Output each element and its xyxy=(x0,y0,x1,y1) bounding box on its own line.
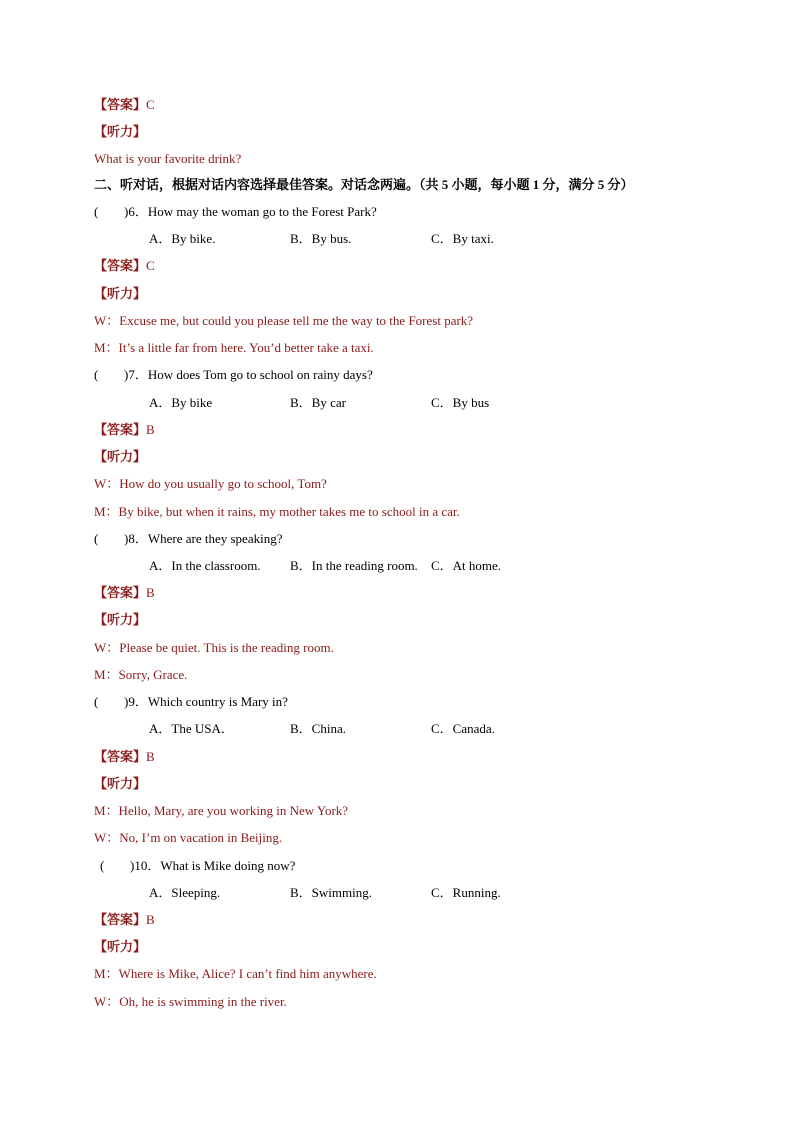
option-b: B．Swimming. xyxy=(290,885,372,900)
question-text: Which country is Mary in? xyxy=(147,694,288,709)
question-10: ( )10．What is Mike doing now? xyxy=(100,858,296,873)
question-number: 8． xyxy=(128,531,148,546)
answer-blank[interactable]: ( xyxy=(94,204,99,219)
option-a: A．By bike. xyxy=(149,231,216,246)
question-text: What is Mike doing now? xyxy=(160,858,296,873)
question-number: 10． xyxy=(134,858,161,873)
transcript-line: W：No, I’m on vacation in Beijing. xyxy=(94,830,283,845)
transcript-line: W：How do you usually go to school, Tom? xyxy=(94,476,327,491)
question-9: ( )9．Which country is Mary in? xyxy=(94,694,288,709)
question-number: 7． xyxy=(128,367,148,382)
option-c: C．By taxi. xyxy=(431,231,494,246)
option-b: B．In the reading room. xyxy=(290,558,418,573)
transcript-line: M：By bike, but when it rains, my mother takes me to school in a car. xyxy=(94,504,460,519)
question-number: 6． xyxy=(128,204,148,219)
option-c: C．By bus xyxy=(431,395,490,410)
question-8: ( )8．Where are they speaking? xyxy=(94,531,283,546)
option-a: A．In the classroom. xyxy=(149,558,261,573)
answer-value: C xyxy=(146,97,155,112)
answer-value: C xyxy=(146,258,155,273)
option-c: C．At home. xyxy=(431,558,502,573)
answer-blank[interactable]: ( xyxy=(100,858,105,873)
option-b: B．China. xyxy=(290,721,346,736)
answer-value: B xyxy=(146,585,155,600)
transcript-line: M：Where is Mike, Alice? I can’t find him anywhere. xyxy=(94,966,377,981)
listening-tag-q8: 【听力】 xyxy=(94,612,147,627)
listening-tag-q9: 【听力】 xyxy=(94,776,147,791)
answer-line-q6: 【答案】C xyxy=(94,258,155,273)
option-b: B．By car xyxy=(290,395,346,410)
answer-blank[interactable]: ( xyxy=(94,367,99,382)
answer-line-q7: 【答案】B xyxy=(94,422,155,437)
question-text: Where are they speaking? xyxy=(147,531,283,546)
option-a: A．Sleeping. xyxy=(149,885,221,900)
answer-value: B xyxy=(146,749,155,764)
question-7: ( )7．How does Tom go to school on rainy days? xyxy=(94,367,373,382)
transcript-line: M：It’s a little far from here. You’d better take a taxi. xyxy=(94,340,374,355)
question-text: How does Tom go to school on rainy days? xyxy=(147,367,373,382)
answer-line-q5 xyxy=(94,97,155,113)
answer-line-q9: 【答案】B xyxy=(94,749,155,764)
listening-tag-q7: 【听力】 xyxy=(94,449,147,464)
answer-line-q8: 【答案】B xyxy=(94,585,155,600)
transcript-line: What is your favorite drink? xyxy=(94,151,242,166)
answer-value: B xyxy=(146,422,155,437)
transcript-line: W：Oh, he is swimming in the river. xyxy=(94,994,287,1009)
question-6: ( )6．How may the woman go to the Forest Park? xyxy=(94,204,377,219)
listening-tag-q5: 【听力】 xyxy=(94,124,147,139)
answer-value: B xyxy=(146,912,155,927)
option-c: C．Canada. xyxy=(431,721,495,736)
option-a: A．The USA． xyxy=(149,721,234,736)
answer-blank[interactable]: ( xyxy=(94,694,99,709)
listening-tag-q10: 【听力】 xyxy=(94,939,147,954)
option-c: C．Running. xyxy=(431,885,501,900)
option-a: A．By bike xyxy=(149,395,213,410)
answer-blank[interactable]: ( xyxy=(94,531,99,546)
answer-tag: 【答案】 xyxy=(94,97,147,112)
section-heading: 二、听对话，根据对话内容选择最佳答案。对话念两遍。（共 5 小题，每小题 1 分，满分 5 分） xyxy=(94,177,634,192)
answer-line-q10: 【答案】B xyxy=(94,912,155,927)
transcript-line: M：Hello, Mary, are you working in New York? xyxy=(94,803,349,818)
transcript-line: W：Excuse me, but could you please tell me the way to the Forest park? xyxy=(94,313,474,328)
question-text: How may the woman go to the Forest Park? xyxy=(147,204,377,219)
transcript-line: W：Please be quiet. This is the reading room. xyxy=(94,640,334,655)
question-number: 9． xyxy=(128,694,148,709)
transcript-line: M：Sorry, Grace. xyxy=(94,667,188,682)
option-b: B．By bus. xyxy=(290,231,352,246)
listening-tag-q6: 【听力】 xyxy=(94,286,147,301)
